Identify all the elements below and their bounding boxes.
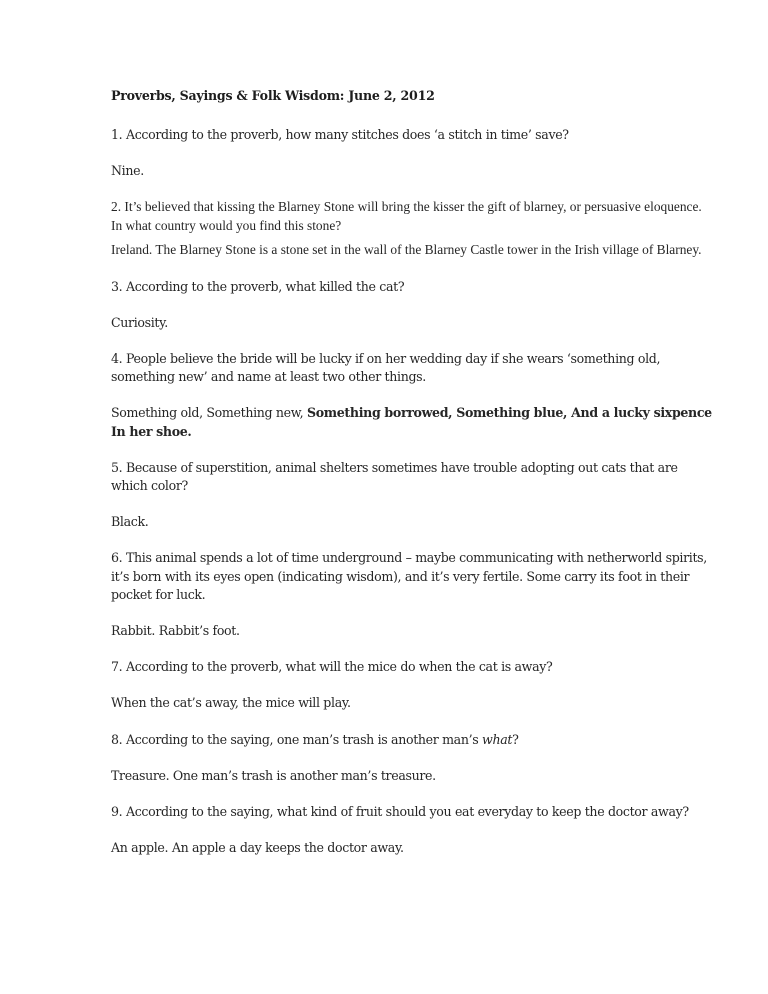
answer-7: When the cat’s away, the mice will play. <box>111 695 351 711</box>
answer-2: Ireland. The Blarney Stone is a stone set in the wall of the Blarney Castle tower in the Irish village of Blarney. <box>111 242 702 258</box>
page-title: Proverbs, Sayings & Folk Wisdom: June 2, 2012 <box>111 88 435 103</box>
question-7: 7. According to the proverb, what will the mice do when the cat is away? <box>111 659 553 675</box>
answer-6: Rabbit. Rabbit’s foot. <box>111 623 240 639</box>
document-body <box>111 88 713 875</box>
answer-1: Nine. <box>111 163 144 179</box>
question-8-trailing-run: ? <box>512 731 519 747</box>
answer-8: Treasure. One man’s trash is another man’s treasure. <box>111 767 436 783</box>
answer-4-bold-run: Something borrowed, Something blue, And a lucky sixpence In her shoe. <box>111 405 712 439</box>
question-6: 6. This animal spends a lot of time underground – maybe communicating with netherworld spirits, it’s born with its eyes open (indicating wisdom), and it’s very fertile. Some carry its foot in their pocket for luck. <box>111 550 707 602</box>
question-2: 2. It’s believed that kissing the Blarney Stone will bring the kisser the gift of blarney, or persuasive eloquence. In what country would you find this stone? <box>111 199 702 233</box>
question-9: 9. According to the saying, what kind of fruit should you eat everyday to keep the doctor away? <box>111 804 689 820</box>
question-1: 1. According to the proverb, how many stitches does ‘a stitch in time’ save? <box>111 127 569 142</box>
answer-4-plain-run: Something old, Something new, <box>111 405 307 421</box>
answer-9: An apple. An apple a day keeps the doctor away. <box>111 840 404 856</box>
answer-3: Curiosity. <box>111 314 168 330</box>
question-8-leading-run: 8. According to the saying, one man’s trash is another man’s <box>111 731 483 747</box>
answer-4 <box>111 404 713 440</box>
question-3: 3. According to the proverb, what killed the cat? <box>111 278 405 294</box>
answer-5: Black. <box>111 514 149 530</box>
question-8-italic-run: what <box>482 731 513 747</box>
question-8 <box>111 731 713 749</box>
question-5: 5. Because of superstition, animal shelters sometimes have trouble adopting out cats that are which color? <box>111 459 678 494</box>
question-4: 4. People believe the bride will be lucky if on her wedding day if she wears ‘something old, something new’ and name at least two other things. <box>111 351 661 385</box>
